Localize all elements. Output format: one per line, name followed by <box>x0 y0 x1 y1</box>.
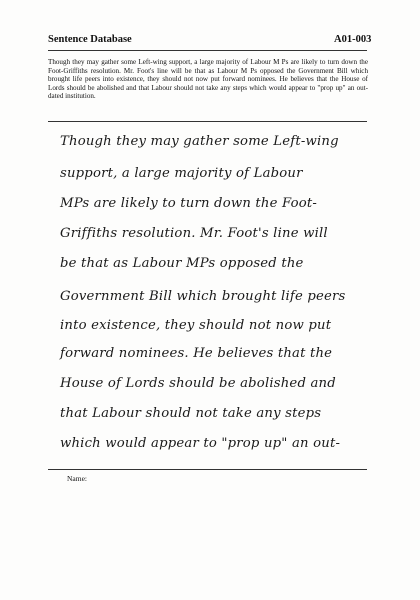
form-id: A01-003 <box>334 34 372 45</box>
handwriting-line: Government Bill which brought life peers <box>60 289 346 304</box>
handwriting-line: into existence, they should not now put <box>60 318 332 333</box>
handwriting-line: support, a large majority of Labour <box>60 166 303 181</box>
handwriting-line: which would appear to "prop up" an out- <box>60 436 341 451</box>
handwriting-line: be that as Labour MPs opposed the <box>60 256 304 271</box>
handwriting-line: that Labour should not take any steps <box>60 406 322 421</box>
handwriting-bottom-rule <box>48 469 367 470</box>
form-title: Sentence Database <box>48 34 132 45</box>
name-label: Name: <box>67 474 87 483</box>
handwriting-line: Griffiths resolution. Mr. Foot's line will <box>60 226 328 241</box>
handwriting-line: Though they may gather some Left-wing <box>60 134 339 149</box>
handwriting-line: MPs are likely to turn down the Foot- <box>60 196 318 211</box>
handwriting-line: House of Lords should be abolished and <box>60 376 336 391</box>
handwriting-line: forward nominees. He believes that the <box>60 346 333 361</box>
printed-text: Though they may gather some Left-wing support, a large majority of Labour M Ps are likely to turn down the Foot-Griffiths resolution. Mr. Foot's line will be that as Labour M Ps opposed the Government Bill which brought life peers into existence, they should not now put forward nominees. He believes that the House of Lords should be abolished and that Labour should not take any steps which would appear to "prop up" an out-dated institution. <box>48 58 368 101</box>
